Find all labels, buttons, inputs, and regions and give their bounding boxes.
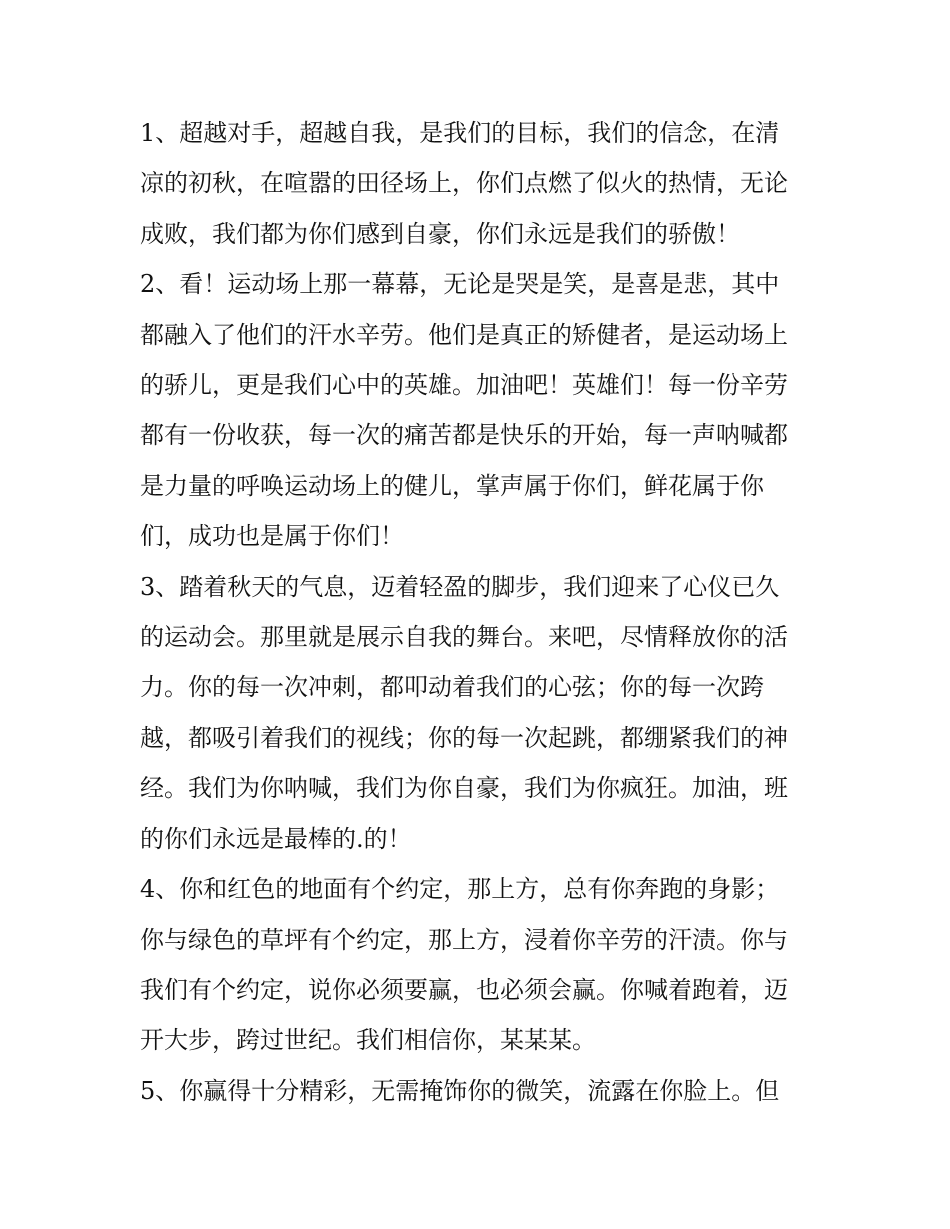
text-line: 2、看！运动场上那一幕幕，无论是哭是笑，是喜是悲，其中 [140, 270, 780, 299]
text-line: 3、踏着秋天的气息，迈着轻盈的脚步，我们迎来了心仪已久 [140, 572, 780, 601]
text-line: 1、超越对手，超越自我，是我们的目标，我们的信念，在清 [140, 119, 780, 147]
text-line: 力。你的每一次冲刺，都叩动着我们的心弦；你的每一次跨 [140, 673, 764, 702]
text-line: 的运动会。那里就是展示自我的舞台。来吧，尽情释放你的活 [140, 623, 788, 652]
text-line: 成败，我们都为你们感到自豪，你们永远是我们的骄傲！ [140, 219, 740, 248]
paragraph-5 [140, 1066, 812, 1116]
text-line: 越，都吸引着我们的视线；你的每一次起跳，都绷紧我们的神 [140, 723, 788, 752]
text-line: 都有一份收获，每一次的痛苦都是快乐的开始，每一声呐喊都 [140, 421, 788, 450]
paragraph-3 [140, 562, 812, 864]
text-line: 的骄儿，更是我们心中的英雄。加油吧！英雄们！每一份辛劳 [140, 371, 788, 400]
text-line: 的你们永远是最棒的.的！ [140, 824, 412, 853]
text-line: 经。我们为你呐喊，我们为你自豪，我们为你疯狂。加油，班 [140, 774, 788, 803]
paragraph-2 [140, 259, 812, 561]
text-line: 们，成功也是属于你们！ [140, 522, 404, 551]
text-line: 5、你赢得十分精彩，无需掩饰你的微笑，流露在你脸上。但 [140, 1076, 780, 1105]
text-line: 我们有个约定，说你必须要赢，也必须会赢。你喊着跑着，迈 [140, 975, 788, 1004]
text-line: 4、你和红色的地面有个约定，那上方，总有你奔跑的身影； [140, 875, 780, 904]
text-line: 凉的初秋，在喧嚣的田径场上，你们点燃了似火的热情，无论 [140, 169, 788, 198]
text-line: 开大步，跨过世纪。我们相信你，某某某。 [140, 1026, 596, 1055]
text-line: 是力量的呼唤运动场上的健儿，掌声属于你们，鲜花属于你 [140, 471, 764, 500]
text-line: 你与绿色的草坪有个约定，那上方，浸着你辛劳的汗渍。你与 [140, 925, 788, 954]
document-body [140, 108, 812, 1116]
paragraph-4 [140, 864, 812, 1066]
paragraph-1 [140, 108, 812, 259]
text-line: 都融入了他们的汗水辛劳。他们是真正的矫健者，是运动场上 [140, 320, 788, 349]
